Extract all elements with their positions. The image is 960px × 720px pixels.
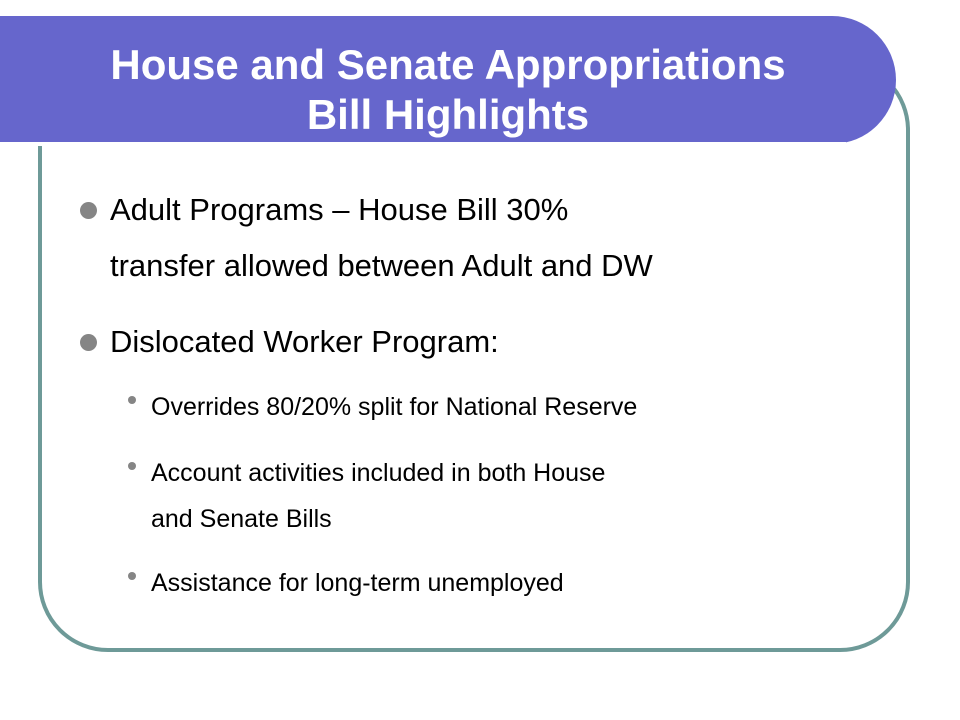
sub-bullet-assistance [128,560,888,606]
bullet-dot-icon [80,202,97,219]
sub-bullet-dot-icon [128,396,136,404]
bullet-dot-icon [80,334,97,351]
bullet-line: Account activities included in both House [151,459,606,487]
slide-title-line-2: Bill Highlights [306,91,590,138]
sub-bullet-text [151,560,888,606]
sub-bullet-dot-icon [128,462,136,470]
slide-title-line-1: House and Senate Appropriations [110,41,786,88]
sub-bullet-text [151,384,888,430]
sub-bullet-text [151,450,888,542]
bullet-text [110,314,880,370]
bullet-text [110,182,880,294]
bullet-line: transfer allowed between Adult and DW [110,248,653,283]
bullet-line: Overrides 80/20% split for National Reserve [151,393,638,421]
sub-bullet-account-activities [128,450,888,542]
bullet-line: Adult Programs – House Bill 30% [110,192,569,227]
sub-bullet-overrides [128,384,888,430]
bullet-line: and Senate Bills [151,505,332,533]
bullet-adult-programs [80,182,880,294]
bullet-line: Dislocated Worker Program: [110,324,499,359]
bullet-dislocated-worker [80,314,880,370]
bullet-line: Assistance for long-term unemployed [151,569,564,597]
sub-bullet-dot-icon [128,572,136,580]
